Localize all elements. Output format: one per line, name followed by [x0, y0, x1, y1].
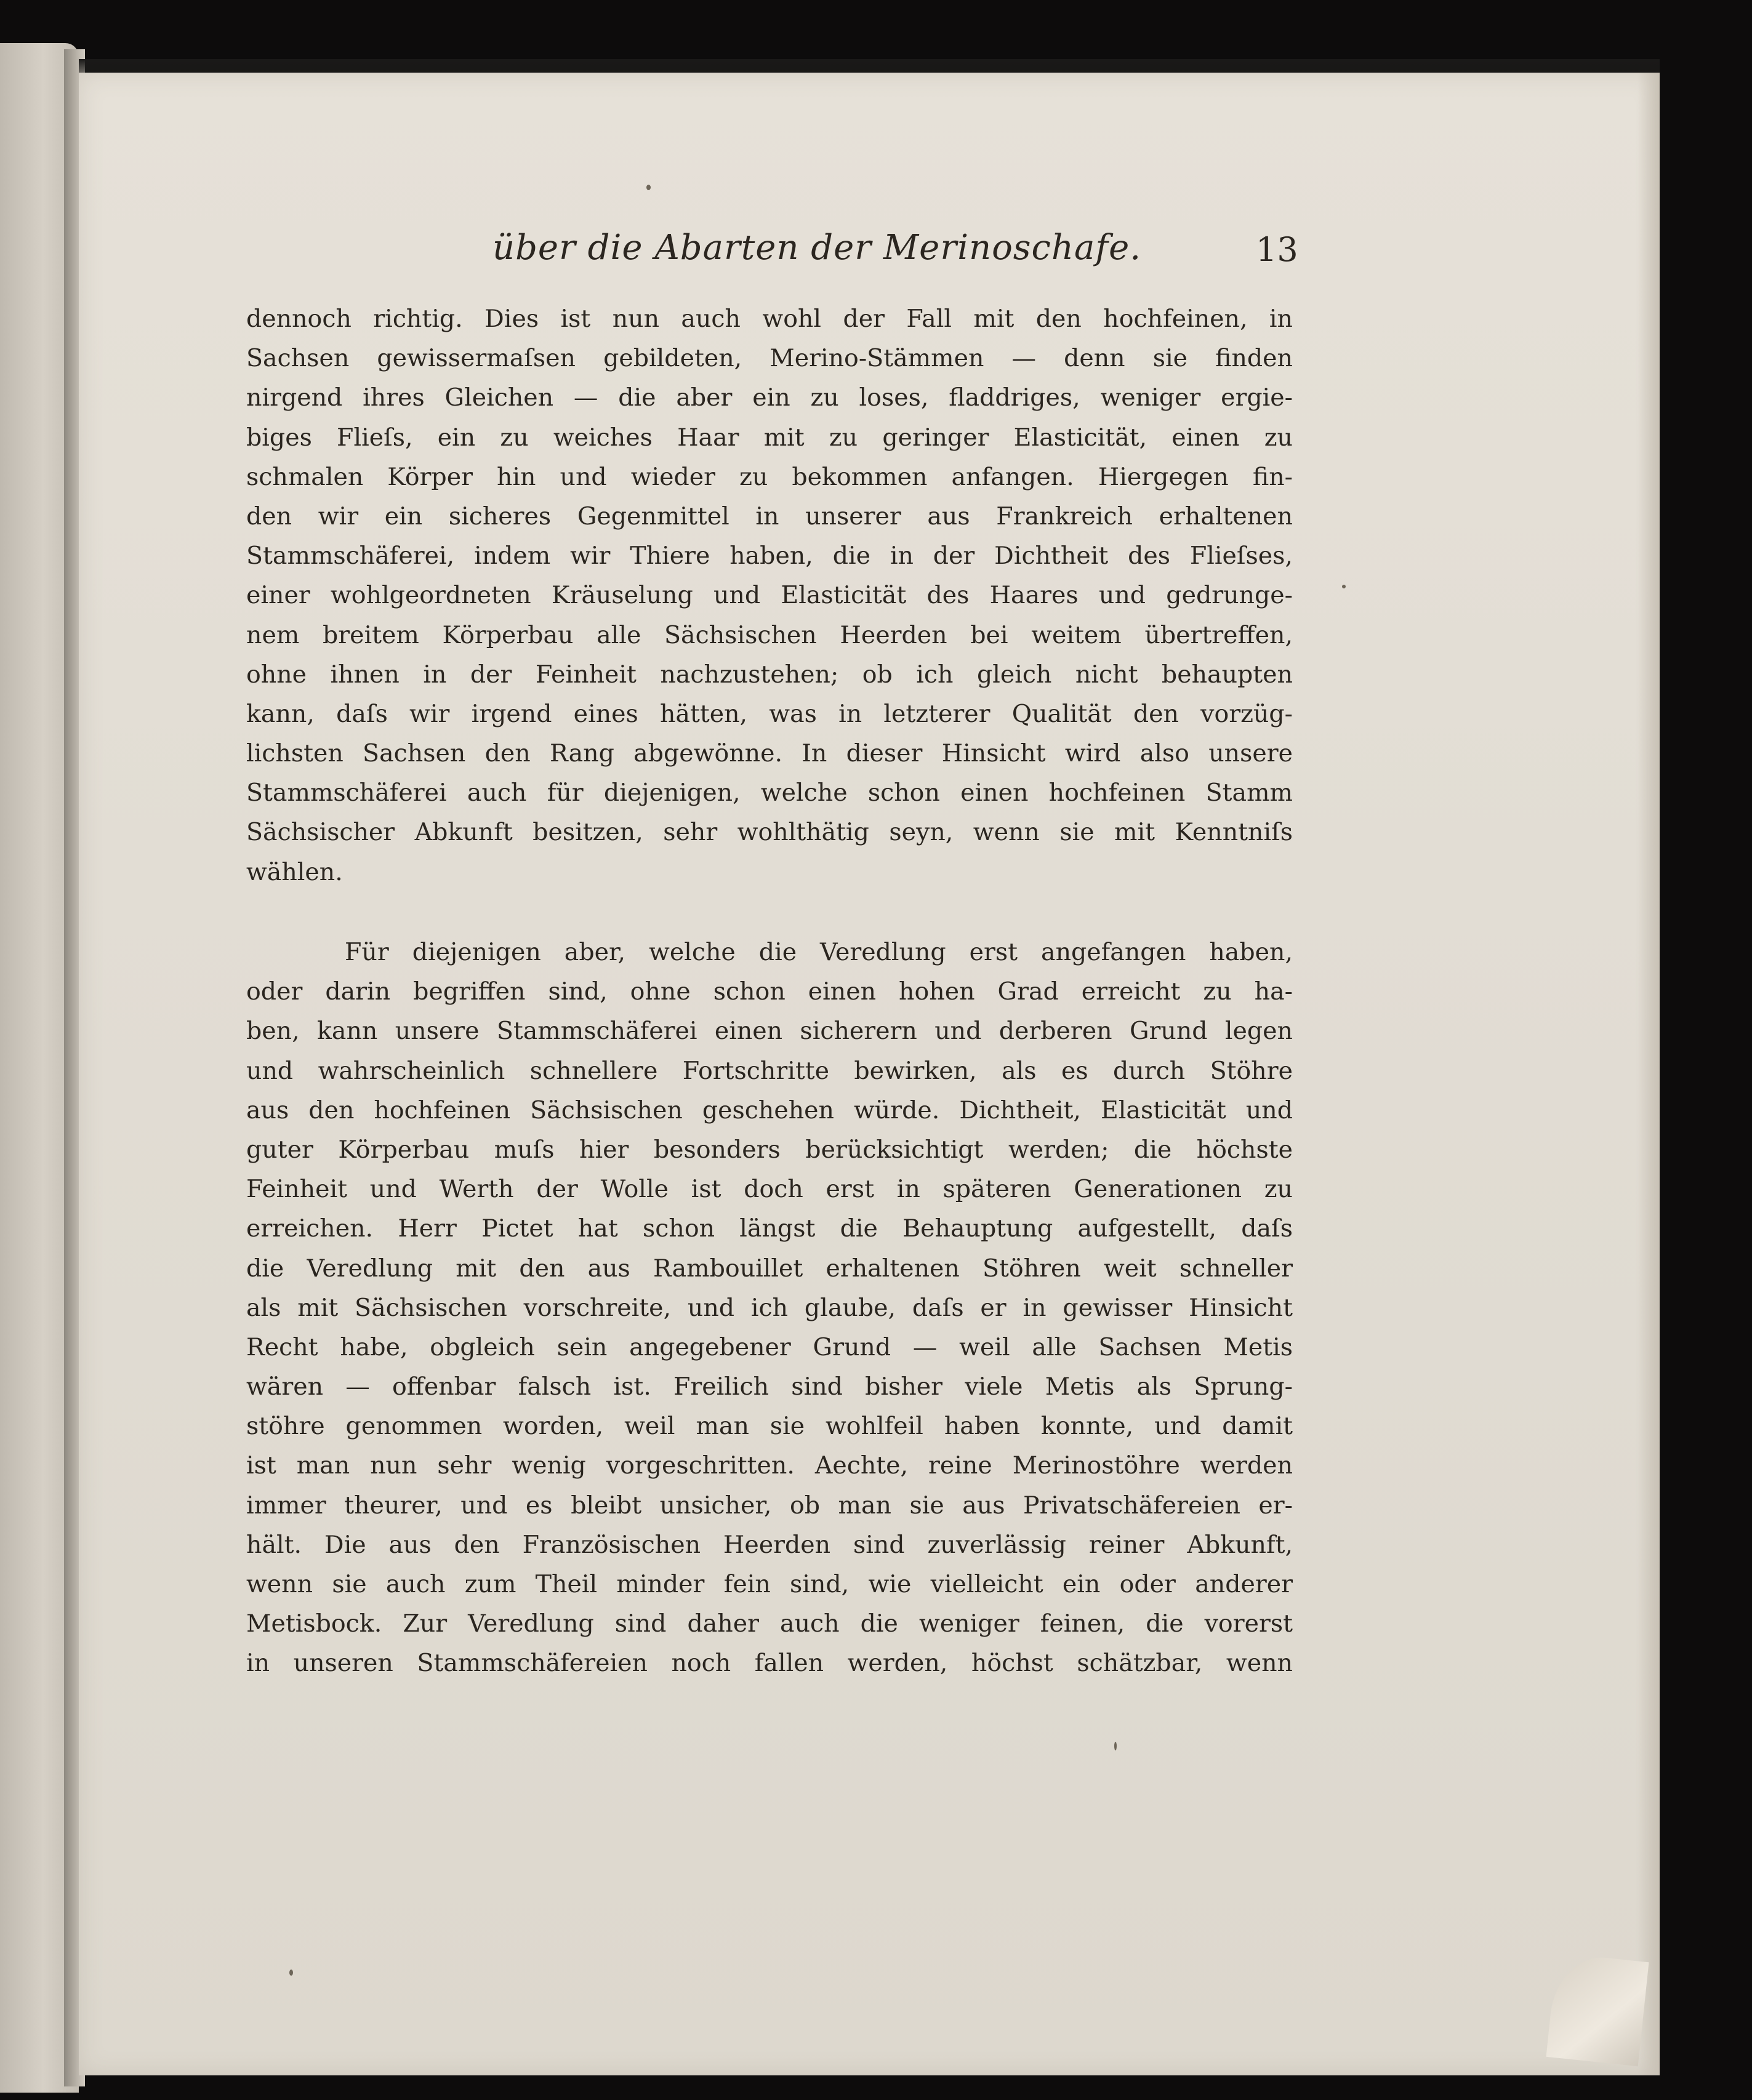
paper-speck: [1114, 1742, 1117, 1750]
text-line: biges Flieſs, ein zu weiches Haar mit zu geringer Elasticität, einen zu: [246, 423, 1293, 452]
text-line: wären — offenbar falsch ist. Freilich sind bisher viele Metis als Sprung-: [246, 1373, 1293, 1401]
text-line: hält. Die aus den Französischen Heerden sind zuverlässig reiner Abkunft,: [246, 1530, 1293, 1559]
text-line: und wahrscheinlich schnellere Fortschritte bewirken, als es durch Stöhre: [246, 1056, 1293, 1085]
text-line: guter Körperbau muſs hier besonders berücksichtigt werden; die höchste: [246, 1135, 1293, 1164]
text-line: dennoch richtig. Dies ist nun auch wohl der Fall mit den hochfeinen, in: [246, 305, 1293, 333]
text-line: Sächsischer Abkunft besitzen, sehr wohlthätig seyn, wenn sie mit Kenntniſs: [246, 818, 1293, 847]
running-head: [0, 228, 1752, 277]
paper-speck: [289, 1970, 293, 1976]
text-line: Stammschäferei, indem wir Thiere haben, die in der Dichtheit des Flieſses,: [246, 542, 1293, 571]
text-line: Feinheit und Werth der Wolle ist doch erst in späteren Generationen zu: [246, 1175, 1293, 1204]
text-line: ist man nun sehr wenig vorgeschritten. Aechte, reine Merinostöhre werden: [246, 1451, 1293, 1480]
paragraph-2: [246, 932, 1293, 1683]
text-line: die Veredlung mit den aus Rambouillet erhaltenen Stöhren weit schneller: [246, 1254, 1293, 1283]
page-number: 13: [1256, 230, 1298, 269]
text-line: kann, daſs wir irgend eines hätten, was in letzterer Qualität den vorzüg-: [246, 699, 1293, 728]
text-line: nirgend ihres Gleichen — die aber ein zu loses, fladdriges, weniger ergie-: [246, 383, 1293, 412]
text-line: wenn sie auch zum Theil minder fein sind, wie vielleicht ein oder anderer: [246, 1570, 1293, 1598]
text-line: ohne ihnen in der Feinheit nachzustehen; ob ich gleich nicht behaupten: [246, 660, 1293, 689]
text-line: aus den hochfeinen Sächsischen geschehen würde. Dichtheit, Elasticität und: [246, 1096, 1293, 1124]
text-line: stöhre genommen worden, weil man sie wohlfeil haben konnte, und damit: [246, 1412, 1293, 1441]
text-line: in unseren Stammschäfereien noch fallen werden, höchst schätzbar, wenn: [246, 1649, 1293, 1678]
text-line: oder darin begriffen sind, ohne schon einen hohen Grad erreicht zu ha-: [246, 977, 1293, 1006]
text-line: Stammschäferei auch für diejenigen, welche schon einen hochfeinen Stamm: [246, 779, 1293, 808]
text-line: den wir ein sicheres Gegenmittel in unserer aus Frankreich erhaltenen: [246, 502, 1293, 531]
text-line: Metisbock. Zur Veredlung sind daher auch die weniger feinen, die vorerst: [246, 1609, 1293, 1638]
text-line: immer theurer, und es bleibt unsicher, ob man sie aus Privatschäfereien er-: [246, 1491, 1293, 1520]
text-line: einer wohlgeordneten Kräuselung und Elasticität des Haares und gedrunge-: [246, 581, 1293, 610]
paragraph-1: [246, 299, 1293, 892]
text-line: erreichen. Herr Pictet hat schon längst die Behauptung aufgestellt, daſs: [246, 1214, 1293, 1243]
text-line: schmalen Körper hin und wieder zu bekommen anfangen. Hiergegen fin-: [246, 462, 1293, 491]
text-line: wählen.: [246, 857, 343, 886]
text-line: ben, kann unsere Stammschäferei einen sicherern und derberen Grund legen: [246, 1017, 1293, 1046]
text-line: als mit Sächsischen vorschreite, und ich glaube, daſs er in gewisser Hinsicht: [246, 1293, 1293, 1322]
text-line: lichsten Sachsen den Rang abgewönne. In dieser Hinsicht wird also unsere: [246, 739, 1293, 768]
text-line: Recht habe, obgleich sein angegebener Grund — weil alle Sachsen Metis: [246, 1333, 1293, 1361]
text-line: Für diejenigen aber, welche die Veredlung erst angefangen haben,: [345, 938, 1293, 966]
running-head-title: über die Abarten der Merinoschafe.: [492, 228, 1142, 268]
text-line: nem breitem Körperbau alle Sächsischen Heerden bei weitem übertreffen,: [246, 620, 1293, 649]
paper-speck: [1342, 585, 1346, 588]
text-line: Sachsen gewissermaſsen gebildeten, Merino-Stämmen — denn sie finden: [246, 344, 1293, 373]
page-right-edge: [1637, 73, 1660, 2075]
paper-speck: [646, 185, 651, 190]
